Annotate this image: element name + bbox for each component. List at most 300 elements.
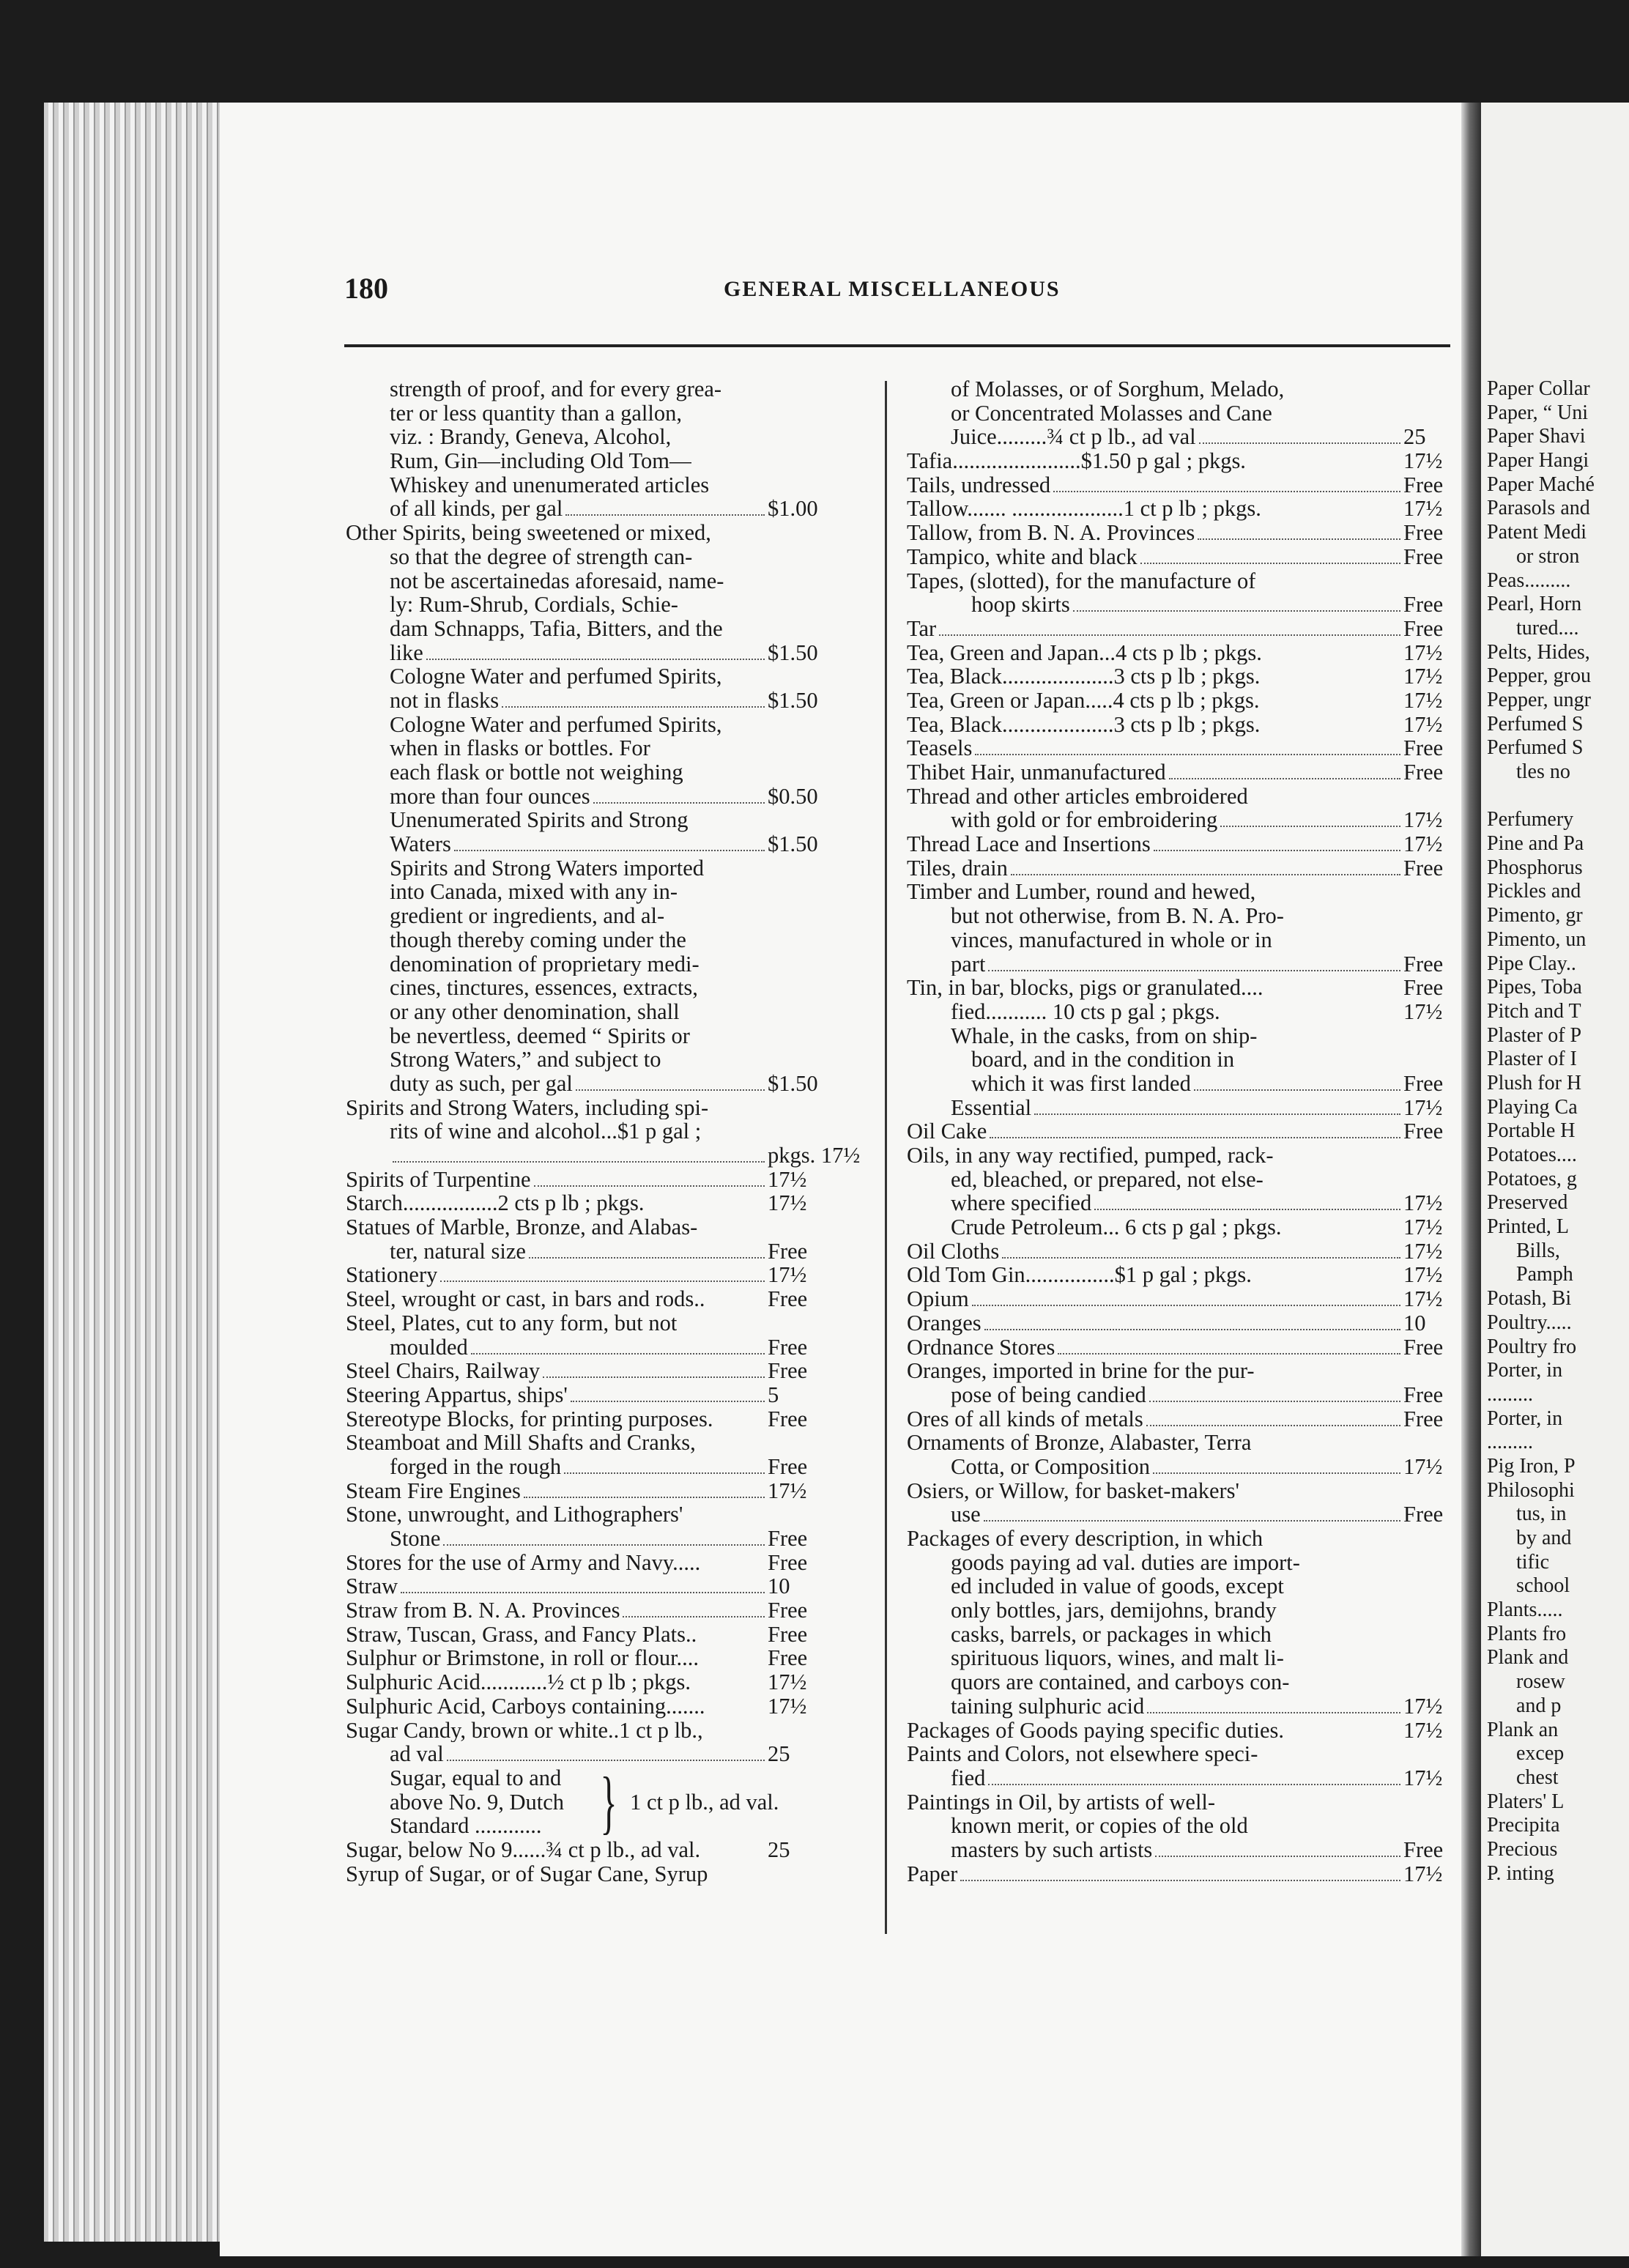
tariff-line <box>907 785 1456 809</box>
article-text: Oil Cake <box>907 1119 987 1144</box>
tariff-line <box>346 593 829 617</box>
duty-rate: Free <box>768 1358 808 1384</box>
article-text: so that the degree of strength can- <box>390 544 693 569</box>
article-text: Straw, Tuscan, Grass, and Fancy Plats.. <box>346 1622 697 1647</box>
article-text: more than four ounces <box>390 784 590 809</box>
leader-dots <box>1153 1472 1400 1474</box>
right-page-fragment: Paper Hangi <box>1487 449 1589 472</box>
article-text: Tapes, (slotted), for the manufacture of <box>907 568 1256 593</box>
article-text: Cologne Water and perfumed Spirits, <box>390 712 722 737</box>
tariff-line <box>907 856 1456 881</box>
right-page-fragment: Pig Iron, P <box>1487 1454 1576 1478</box>
tariff-line <box>346 449 829 473</box>
leader-dots <box>1194 1089 1400 1091</box>
leader-dots <box>1198 538 1400 540</box>
leader-dots <box>471 1353 765 1354</box>
right-page-fragment: Paper Shavi <box>1487 425 1586 448</box>
tariff-line <box>346 1838 829 1862</box>
duty-rate: 17½ <box>1403 807 1443 833</box>
duty-rate: Free <box>1403 735 1444 761</box>
article-text: with gold or for embroidering <box>951 808 1218 833</box>
article-text: Strong Waters,” and subject to <box>390 1048 661 1072</box>
leader-dots <box>1155 1856 1400 1857</box>
article-text: Crude Petroleum... 6 cts p gal ; pkgs. <box>951 1215 1282 1239</box>
duty-rate: 17½ <box>1403 1717 1443 1743</box>
right-page-fragment: Perfumed S <box>1487 712 1584 735</box>
tariff-line <box>346 1335 829 1360</box>
tariff-line <box>346 497 829 521</box>
tariff-line <box>346 1742 829 1766</box>
tariff-line <box>907 1168 1456 1192</box>
duty-rate: $0.50 <box>768 783 818 809</box>
tariff-line <box>907 1742 1456 1766</box>
tariff-line <box>346 641 829 665</box>
tariff-line <box>346 617 829 641</box>
tariff-line <box>346 1551 829 1575</box>
tariff-line <box>346 1048 829 1072</box>
duty-rate: 17½ <box>1403 687 1443 713</box>
article-text: Tin, in bar, blocks, pigs or granulated.... <box>907 976 1264 1000</box>
duty-rate: Free <box>1403 544 1444 569</box>
right-page-fragment: Pipe Clay.. <box>1487 952 1576 975</box>
article-text: Old Tom Gin................$1 p gal ; pkgs. <box>907 1263 1252 1288</box>
duty-rate: Free <box>768 1406 808 1431</box>
article-text: not be ascertainedas aforesaid, name- <box>390 568 724 593</box>
leader-dots <box>960 1880 1400 1881</box>
article-text: ed, bleached, or prepared, not else- <box>951 1167 1264 1192</box>
tariff-line <box>346 1431 829 1455</box>
right-page-fragment: tles no <box>1516 760 1570 783</box>
tariff-line <box>346 952 829 976</box>
duty-rate: Free <box>768 1621 808 1647</box>
tariff-line <box>907 1096 1456 1120</box>
right-page-fragment: Paper Collar <box>1487 377 1590 400</box>
duty-rate: 17½ <box>768 1478 807 1503</box>
tariff-line <box>346 1143 861 1168</box>
article-text: Spirits and Strong Waters imported <box>390 856 705 881</box>
tariff-line <box>907 1263 1456 1287</box>
tariff-line <box>907 880 1456 904</box>
right-page-fragment: Pine and Pa <box>1487 832 1584 856</box>
tariff-line <box>907 617 1456 641</box>
tariff-line <box>346 785 829 809</box>
leader-dots <box>623 1616 765 1617</box>
article-text: Whiskey and unenumerated articles <box>390 472 710 497</box>
article-text: Packages of every description, in which <box>907 1527 1264 1551</box>
article-text: hoop skirts <box>971 593 1070 617</box>
sugar-bracket-entry <box>346 1762 829 1841</box>
duty-rate: 17½ <box>1403 664 1443 689</box>
article-text: casks, barrels, or packages in which <box>951 1622 1272 1647</box>
article-text: Ornaments of Bronze, Alabaster, Terra <box>907 1431 1252 1455</box>
article-text: Spirits of Turpentine <box>346 1167 531 1192</box>
right-page-fragment: Pearl, Horn <box>1487 593 1582 616</box>
article-text: Stone, unwrought, and Lithographers' <box>346 1502 683 1527</box>
article-text: when in flasks or bottles. For <box>390 736 650 761</box>
article-text: Oils, in any way rectified, pumped, rack- <box>907 1144 1274 1168</box>
tariff-line <box>346 808 829 832</box>
tariff-line <box>907 1359 1456 1383</box>
tariff-line <box>907 904 1456 928</box>
right-page-fragment: Pimento, un <box>1487 927 1587 951</box>
article-text: Sugar Candy, brown or white..1 ct p lb., <box>346 1718 703 1743</box>
leader-dots <box>1149 1401 1400 1402</box>
tariff-line <box>346 976 829 1000</box>
leader-dots <box>984 1329 1400 1330</box>
duty-rate: $1.50 <box>768 831 818 857</box>
article-text: Tea, Green or Japan.....4 cts p lb ; pkgs. <box>907 688 1260 713</box>
article-text: Rum, Gin—including Old Tom— <box>390 449 692 473</box>
right-page-fragment: Plank and <box>1487 1646 1569 1670</box>
article-text: Spirits and Strong Waters, including spi- <box>346 1095 709 1120</box>
duty-rate: Free <box>768 1453 808 1479</box>
duty-rate: 17½ <box>1403 711 1443 737</box>
leader-dots <box>1146 1425 1400 1426</box>
leader-dots <box>1034 1113 1400 1115</box>
book-gutter <box>1461 103 1482 2256</box>
tariff-line <box>346 1719 829 1743</box>
leader-dots <box>571 1401 765 1402</box>
article-text: Tallow....... ....................1 ct p lb ; pkgs. <box>907 497 1261 522</box>
article-text: spirituous liquors, wines, and malt li- <box>951 1646 1284 1671</box>
tariff-line <box>907 1790 1456 1815</box>
right-page-fragment: Pitch and T <box>1487 999 1581 1023</box>
article-text: taining sulphuric acid <box>951 1694 1145 1719</box>
tariff-line <box>907 1646 1456 1670</box>
duty-rate: $1.50 <box>768 687 818 713</box>
duty-rate: Free <box>1403 592 1444 618</box>
article-text: forged in the rough <box>390 1454 562 1479</box>
right-page-fragment: Poultry fro <box>1487 1335 1577 1358</box>
article-text: Syrup of Sugar, or of Sugar Cane, Syrup <box>346 1861 708 1886</box>
duty-rate: Free <box>1403 1334 1444 1360</box>
tariff-line <box>346 1862 829 1886</box>
tariff-line <box>907 1574 1456 1598</box>
article-text: though thereby coming under the <box>390 927 686 952</box>
tariff-line <box>346 1694 829 1719</box>
article-text: part <box>951 952 986 976</box>
article-text: which it was first landed <box>971 1071 1191 1096</box>
leader-dots <box>440 1281 765 1282</box>
duty-rate: 25 <box>1403 424 1426 450</box>
tariff-line <box>346 1191 829 1215</box>
right-page-fragment: Pelts, Hides, <box>1487 640 1590 664</box>
page-edges <box>44 103 234 2242</box>
sugar-line: above No. 9, Dutch <box>390 1789 565 1815</box>
duty-rate: Free <box>1403 1382 1444 1407</box>
header-rule <box>344 344 1450 347</box>
right-page-fragment: Plaster of I <box>1487 1048 1577 1071</box>
article-text: Statues of Marble, Bronze, and Alabas- <box>346 1215 698 1239</box>
tariff-line <box>907 760 1456 785</box>
article-text: Steel, wrought or cast, in bars and rods.. <box>346 1287 705 1311</box>
leader-dots <box>1154 850 1400 851</box>
duty-rate: 17½ <box>1403 1215 1443 1240</box>
article-text: Paintings in Oil, by artists of well- <box>907 1790 1216 1815</box>
brace: } <box>600 1762 617 1841</box>
right-page-fragment: Playing Ca <box>1487 1095 1578 1119</box>
article-text: not in flasks <box>390 688 500 713</box>
tariff-line <box>907 1551 1456 1575</box>
tariff-line <box>907 736 1456 760</box>
duty-rate: Free <box>1403 1119 1444 1144</box>
duty-rate: Free <box>768 1645 808 1671</box>
article-text: Waters <box>390 832 451 856</box>
article-text: Timber and Lumber, round and hewed, <box>907 880 1256 905</box>
leader-dots <box>975 754 1400 755</box>
tariff-line <box>907 1694 1456 1719</box>
article-text: Oranges, imported in brine for the pur- <box>907 1359 1255 1383</box>
article-text: Stereotype Blocks, for printing purposes. <box>346 1407 713 1431</box>
tariff-line <box>346 832 829 856</box>
duty-rate: 17½ <box>1403 1765 1443 1790</box>
leader-dots <box>426 659 765 660</box>
right-page-fragment: Pamph <box>1516 1263 1573 1286</box>
article-text: ter or less quantity than a gallon, <box>390 401 682 426</box>
article-text: like <box>390 640 423 665</box>
article-text: Straw from B. N. A. Provinces <box>346 1598 620 1623</box>
article-text: pose of being candied <box>951 1382 1146 1407</box>
article-text: Steering Appartus, ships' <box>346 1382 568 1407</box>
duty-rate: Free <box>1403 1837 1444 1862</box>
duty-rate: 17½ <box>1403 1693 1443 1719</box>
tariff-line <box>907 521 1456 545</box>
right-page-fragment: Plaster of P <box>1487 1023 1582 1047</box>
leader-dots <box>1073 610 1400 612</box>
tariff-line <box>907 1239 1456 1264</box>
tariff-line <box>346 1096 829 1120</box>
duty-rate: 5 <box>768 1382 779 1407</box>
right-page-fragment: Perfumed S <box>1487 736 1584 760</box>
leader-dots <box>990 1137 1400 1138</box>
right-page-fragment: rosew <box>1516 1670 1565 1694</box>
article-text: ad val <box>390 1742 444 1766</box>
leader-dots <box>401 1592 765 1593</box>
duty-rate: 17½ <box>1403 1094 1443 1120</box>
article-text: Osiers, or Willow, for basket-makers' <box>907 1478 1240 1503</box>
leader-dots <box>988 1784 1400 1785</box>
article-text: Teasels <box>907 736 973 761</box>
tariff-line <box>907 1766 1456 1790</box>
right-page-fragment: or stron <box>1516 544 1580 568</box>
article-text: Tar <box>907 616 937 641</box>
article-text: Cotta, or Composition <box>951 1454 1150 1479</box>
right-page-fragment: Patent Medi <box>1487 521 1587 544</box>
right-page-fragment: Potatoes, g <box>1487 1167 1577 1190</box>
duty-rate: $1.50 <box>768 1070 818 1096</box>
tariff-line <box>907 689 1456 713</box>
leader-dots <box>393 1161 765 1163</box>
tariff-line <box>346 1263 829 1287</box>
tariff-line <box>346 904 829 928</box>
duty-rate: Free <box>768 1238 808 1264</box>
tariff-line <box>907 1623 1456 1647</box>
duty-rate: Free <box>1403 975 1444 1001</box>
tariff-line <box>907 569 1456 593</box>
right-page-fragment: Plush for H <box>1487 1071 1582 1094</box>
right-page-fragment: Porter, in <box>1487 1407 1563 1430</box>
tariff-line <box>907 1191 1456 1215</box>
right-page-fragment: Precipita <box>1487 1814 1560 1837</box>
duty-rate: Free <box>768 1286 808 1312</box>
right-page-fragment: tured.... <box>1516 616 1579 640</box>
sugar-rate: 1 ct p lb., ad val. <box>630 1789 779 1815</box>
article-text: Ordnance Stores <box>907 1335 1055 1360</box>
leader-dots <box>1053 491 1400 492</box>
article-text: fied........... 10 cts p gal ; pkgs. <box>951 999 1220 1024</box>
article-text: into Canada, mixed with any in- <box>390 880 678 905</box>
tariff-line <box>346 736 829 760</box>
duty-rate: 17½ <box>768 1190 807 1216</box>
right-page-fragment: tus, in <box>1516 1502 1567 1526</box>
right-page-fragment: Phosphorus <box>1487 856 1583 879</box>
tariff-line <box>907 425 1456 449</box>
leader-dots <box>1147 1712 1400 1713</box>
article-text: ter, natural size <box>390 1239 526 1264</box>
tariff-line <box>907 545 1456 569</box>
leader-dots <box>502 706 765 708</box>
duty-rate: Free <box>1403 1070 1444 1096</box>
duty-rate: pkgs. 17½ <box>768 1143 861 1168</box>
article-text: but not otherwise, from B. N. A. Pro- <box>951 904 1284 928</box>
article-text: goods paying ad val. duties are import- <box>951 1550 1300 1575</box>
article-text: each flask or bottle not weighing <box>390 760 683 785</box>
article-text: Straw <box>346 1574 398 1599</box>
tariff-line <box>346 1072 829 1096</box>
article-text: Oil Cloths <box>907 1239 1000 1264</box>
sugar-line: Standard ............ <box>390 1813 542 1839</box>
right-page-fragment: Bills, <box>1516 1239 1560 1262</box>
article-text: or any other denomination, shall <box>390 999 680 1024</box>
right-page-fragment: Porter, in <box>1487 1359 1563 1382</box>
duty-rate: 17½ <box>1403 1286 1443 1312</box>
duty-rate: Free <box>1403 472 1444 497</box>
duty-rate: 17½ <box>1403 448 1443 474</box>
article-text: Stores for the use of Army and Navy..... <box>346 1550 701 1575</box>
tariff-line <box>346 1670 829 1694</box>
article-text: Unenumerated Spirits and Strong <box>390 808 689 833</box>
leader-dots <box>1094 1209 1400 1210</box>
leader-dots <box>565 514 765 516</box>
leader-dots <box>1140 563 1400 564</box>
article-text: Steel, Plates, cut to any form, but not <box>346 1311 678 1335</box>
right-page-fragment: Paper, “ Uni <box>1487 401 1589 424</box>
right-page-fragment: Pickles and <box>1487 880 1581 903</box>
tariff-line <box>907 473 1456 497</box>
right-page-fragment: Perfumery <box>1487 808 1574 831</box>
article-text: viz. : Brandy, Geneva, Alcohol, <box>390 425 672 450</box>
tariff-line <box>907 1670 1456 1694</box>
tariff-line <box>907 593 1456 617</box>
article-text: Tallow, from B. N. A. Provinces <box>907 521 1195 545</box>
tariff-line <box>346 928 829 952</box>
tariff-line <box>907 1311 1456 1335</box>
article-text: Opium <box>907 1287 969 1311</box>
duty-rate: 10 <box>768 1574 790 1599</box>
article-text: Sulphuric Acid, Carboys containing....... <box>346 1694 705 1719</box>
tariff-line <box>346 713 829 737</box>
tariff-line <box>346 1646 829 1670</box>
tariff-line <box>907 1215 1456 1239</box>
leader-dots <box>524 1497 765 1498</box>
right-page-fragment: Plants fro <box>1487 1622 1567 1645</box>
leader-dots <box>939 634 1400 636</box>
tariff-line <box>346 1239 829 1264</box>
right-page-fragment: Platers' L <box>1487 1790 1565 1813</box>
article-text: fied <box>951 1765 986 1790</box>
right-page-fragment: Pimento, gr <box>1487 904 1583 927</box>
tariff-line <box>346 1527 829 1551</box>
column-divider <box>885 381 887 1934</box>
right-page-fragment: chest <box>1516 1765 1559 1789</box>
duty-rate: 25 <box>768 1837 790 1862</box>
duty-rate: 10 <box>1403 1310 1426 1335</box>
article-text: Thibet Hair, unmanufactured <box>907 760 1166 785</box>
right-page-fragment: ......... <box>1487 1382 1533 1406</box>
tariff-line <box>346 689 829 713</box>
right-page-fragment: Poultry..... <box>1487 1311 1572 1334</box>
tariff-line <box>907 1455 1456 1479</box>
duty-rate: 17½ <box>1403 1262 1443 1288</box>
article-text: be nevertless, deemed “ Spirits or <box>390 1023 690 1048</box>
duty-rate: Free <box>1403 520 1444 546</box>
running-title: GENERAL MISCELLANEOUS <box>724 277 1061 301</box>
article-text: board, and in the condition in <box>971 1048 1235 1072</box>
leader-dots <box>984 1520 1400 1522</box>
right-page-fragment <box>1487 785 1626 809</box>
tariff-line <box>346 1455 829 1479</box>
tariff-line <box>907 1479 1456 1503</box>
duty-rate: 17½ <box>1403 1453 1443 1479</box>
tariff-line <box>907 449 1456 473</box>
leader-dots <box>1169 778 1400 779</box>
right-page-fragment: Philosophi <box>1487 1478 1575 1502</box>
article-text: where specified <box>951 1191 1092 1216</box>
article-text: ed included in value of goods, except <box>951 1574 1284 1599</box>
tariff-line <box>346 1359 829 1383</box>
tariff-line <box>907 664 1456 689</box>
right-page-fragment: Printed, L <box>1487 1215 1569 1239</box>
article-text: Packages of Goods paying specific duties. <box>907 1718 1284 1743</box>
article-text: Starch.................2 cts p lb ; pkgs. <box>346 1191 645 1216</box>
duty-rate: Free <box>1403 951 1444 976</box>
right-page-fragment: Portable H <box>1487 1119 1576 1143</box>
tariff-line <box>907 1527 1456 1551</box>
tariff-line <box>346 1623 829 1647</box>
tariff-line <box>346 1383 829 1407</box>
leader-dots <box>1220 826 1400 827</box>
article-text: moulded <box>390 1335 468 1360</box>
tariff-line <box>907 1119 1456 1144</box>
leader-dots <box>972 1305 1400 1306</box>
tariff-line <box>907 713 1456 737</box>
article-text: Sulphur or Brimstone, in roll or flour.... <box>346 1646 700 1671</box>
tariff-line <box>346 1407 829 1431</box>
article-text: Steamboat and Mill Shafts and Cranks, <box>346 1431 696 1455</box>
article-text: Tails, undressed <box>907 472 1051 497</box>
tariff-line <box>907 1502 1456 1527</box>
tariff-line <box>346 1574 829 1598</box>
tariff-line <box>907 401 1456 426</box>
leader-dots <box>576 1089 765 1091</box>
right-page-fragment: P. inting <box>1487 1861 1554 1885</box>
tariff-line <box>907 976 1456 1000</box>
tariff-line <box>907 1719 1456 1743</box>
tariff-line <box>907 808 1456 832</box>
sugar-line: Sugar, equal to and <box>390 1765 562 1790</box>
duty-rate: $1.00 <box>768 496 818 522</box>
tariff-line <box>346 1024 829 1048</box>
